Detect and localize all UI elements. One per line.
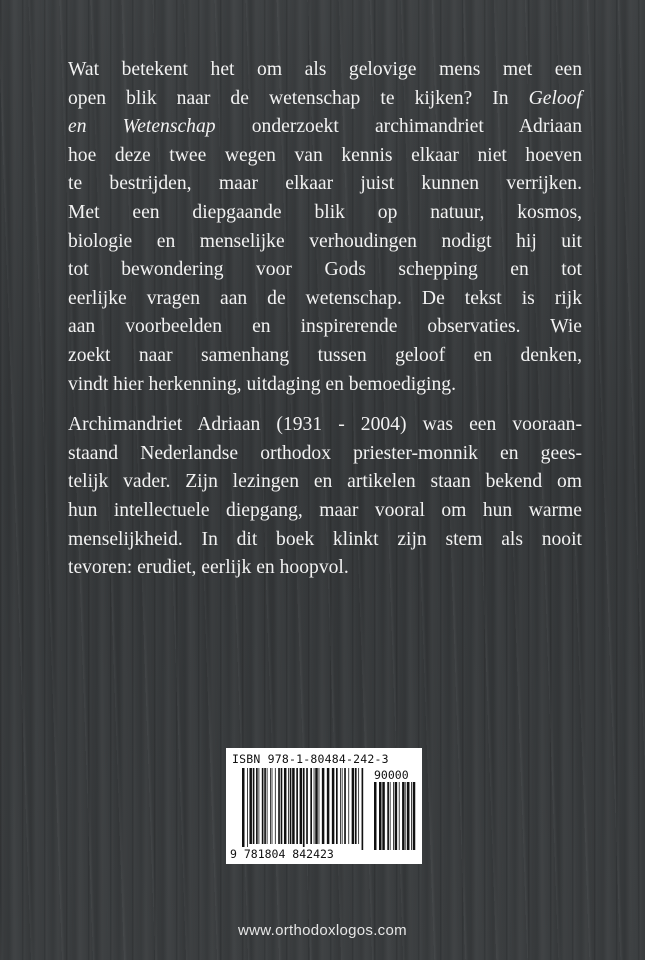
barcode-bar [387,782,389,850]
barcode-bar [379,782,382,850]
barcode-bar [374,782,377,850]
text-line [68,85,582,114]
barcode-bar [253,768,255,844]
barcode-bar [284,768,287,844]
text-line: te bestrijden, maar elkaar juist kunnen verrijken. [68,173,582,195]
barcode-bar [319,768,320,844]
barcode-bar [340,768,341,844]
barcode-bar [407,782,410,850]
text-line-part: onderzoekt archimandriet Adriaan [251,116,582,138]
barcode-bar [322,768,325,844]
text-line: tot bewondering voor Gods schepping en tot [68,259,582,281]
barcode-bar [332,768,335,844]
text-line: vindt hier herkenning, uitdaging en bemoediging. [68,373,456,395]
barcode-bar [342,768,343,844]
text-line: biologie en menselijke verhoudingen nodigt hij uit [68,230,582,252]
barcode-bar [281,768,283,844]
barcode-bar [259,768,260,844]
blurb-paragraph-1 [68,56,582,399]
text-line: Archimandriet Adriaan (1931 - 2004) was een vooraan- [68,414,582,436]
isbn-barcode [226,748,422,864]
barcode-bar [290,768,292,844]
barcode-bar [413,782,416,850]
barcode-bar [358,768,359,844]
barcode-bar [393,782,394,850]
barcode-bar [390,782,391,850]
barcode-bar [395,782,398,850]
barcode-bar [327,768,330,844]
barcode-bar [303,768,305,850]
isbn-label: ISBN 978-1-80484-242-3 [232,752,389,766]
barcode-bar [382,782,385,850]
barcode-bar [405,782,406,850]
text-line: hoe deze twee wegen van kennis elkaar niet hoeven [68,144,582,166]
blurb-paragraph-2 [68,411,582,583]
barcode-bar [264,768,266,844]
text-line: menselijkheid. In dit boek klinkt zijn stem als nooit [68,528,582,550]
text-line: Met een diepgaande blik op natuur, kosmos, [68,201,582,223]
barcode-bar [348,768,349,844]
book-title: en Wetenschap [68,116,216,138]
text-line: hun intellectuele diepgang, maar vooral om hun warme [68,499,582,521]
text-line: zoekt naar samenhang tussen geloof en denken, [68,344,582,366]
barcode-bar [300,768,303,844]
text-line: tevoren: erudiet, eerlijk en hoopvol. [68,557,349,579]
barcode-addon-bars [374,782,416,850]
barcode-bar [362,768,364,850]
website-url: www.orthodoxlogos.com [238,922,407,939]
barcode-digits: 9 781804 842423 [230,847,334,861]
barcode-bar [292,768,295,844]
price-code: 90000 [374,768,409,782]
barcode-bar [344,768,346,844]
barcode-bar [275,768,276,844]
barcode-bar [296,768,298,844]
barcode-bar [249,768,252,844]
text-line [68,113,582,142]
barcode-bar [399,782,400,850]
barcode-bar [315,768,318,844]
barcode-bar [262,768,264,844]
barcode-bar [278,768,280,844]
text-line: staand Nederlandse orthodox priester-monnik en gees- [68,442,582,464]
barcode-bar [256,768,258,844]
barcode-bar [267,768,268,844]
barcode-bar [247,768,248,850]
text-line: telijk vader. Zijn lezingen en artikelen staan bekend om [68,471,582,493]
text-line: Wat betekent het om als gelovige mens met een [68,59,582,80]
barcode-bar [314,768,315,844]
text-line-part: open blik naar de wetenschap te kijken? In [68,87,509,109]
barcode-bar [411,782,412,850]
barcode-bars [242,768,366,850]
barcode-bar [288,768,289,844]
barcode-bar [355,768,357,844]
barcode-bar [310,768,312,844]
barcode-bar [272,768,273,844]
blurb-text [68,56,582,595]
barcode-bar [352,768,355,844]
barcode-bar [306,768,308,844]
text-line: eerlijke vragen aan de wetenschap. De tekst is rijk [68,287,582,309]
book-title: Geloof [528,87,582,109]
barcode-bar [402,782,405,850]
barcode-bar [242,768,245,850]
barcode-bar [336,768,338,844]
text-line: aan voorbeelden en inspirerende observaties. Wie [68,316,582,338]
barcode-bar [270,768,271,844]
